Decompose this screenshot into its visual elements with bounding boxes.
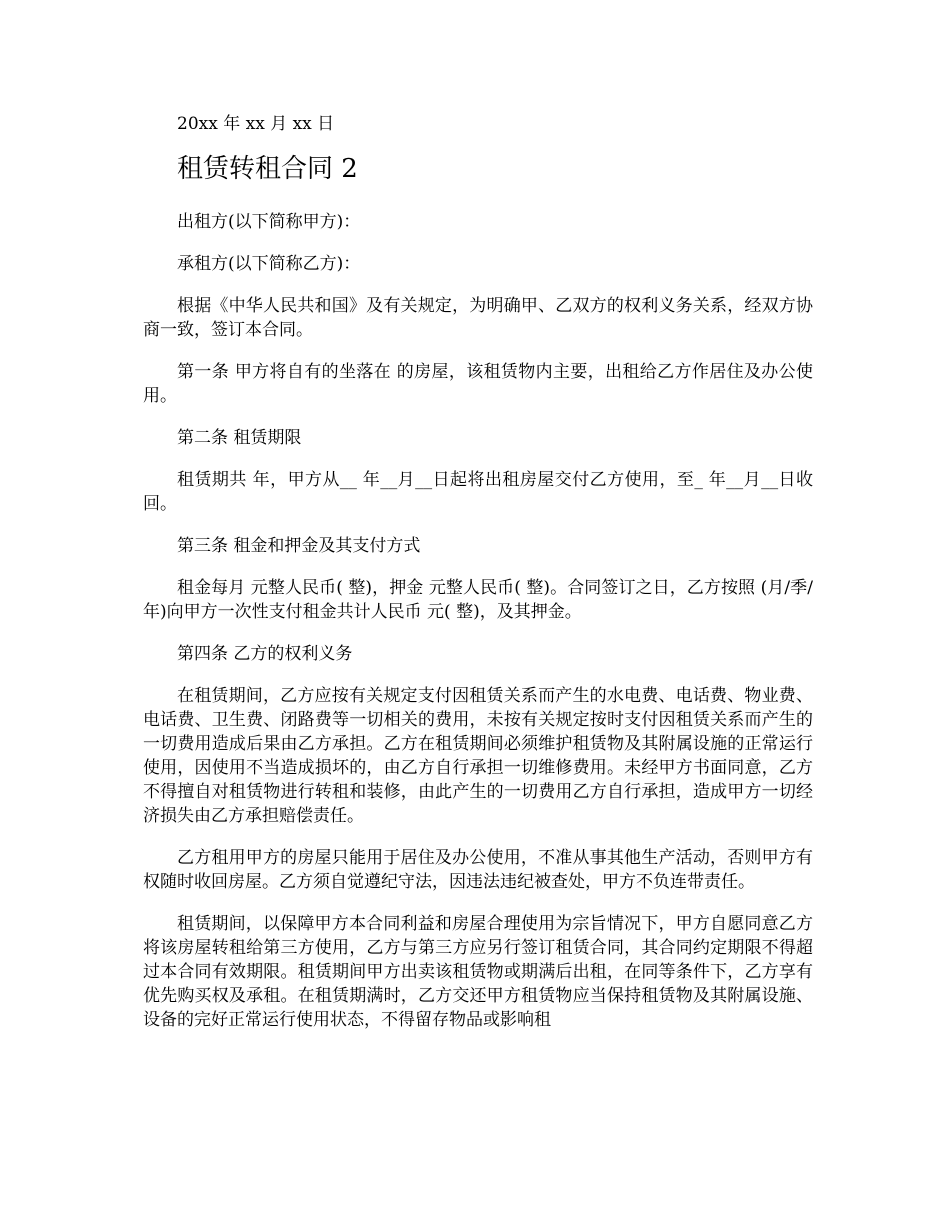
paragraph-preamble: 根据《中华人民共和国》及有关规定，为明确甲、乙双方的权利义务关系，经双方协商一致，签订本合同。 <box>143 296 813 340</box>
paragraph-lessee-obligations: 在租赁期间，乙方应按有关规定支付因租赁关系而产生的水电费、电话费、物业费、电话费、卫生费、闭路费等一切相关的费用，未按有关规定按时支付因租赁关系而产生的一切费用造成后果由乙方承担。乙方在租赁期间必须维护租赁物及其附属设施的正常运行使用，因使用不当造成损坏的，由乙方自行承担一切维修费用。未经甲方书面同意，乙方不得擅自对租赁物进行转租和装修，由此产生的一切费用乙方自行承担，造成甲方一切经济损失由乙方承担赔偿责任。 <box>143 686 813 826</box>
paragraph-article-2-heading: 第二条 租赁期限 <box>177 428 302 448</box>
paragraph-rent-deposit: 租金每月 元整人民币( 整)，押金 元整人民币( 整)。合同签订之日，乙方按照 (月/季/ 年)向甲方一次性支付租金共计人民币 元( 整)，及其押金。 <box>143 578 813 622</box>
paragraph-article-4-heading: 第四条 乙方的权利义务 <box>177 644 353 664</box>
paragraph-lessor: 出租方(以下简称甲方)： <box>177 212 361 232</box>
paragraph-lease-term: 租赁期共 年，甲方从__ 年__月__日起将出租房屋交付乙方使用，至_ 年__月__日收回。 <box>143 470 813 514</box>
paragraph-article-3-heading: 第三条 租金和押金及其支付方式 <box>177 536 421 556</box>
paragraph-sublease: 租赁期间，以保障甲方本合同利益和房屋合理使用为宗旨情况下，甲方自愿同意乙方将该房屋转租给第三方使用，乙方与第三方应另行签订租赁合同，其合同约定期限不得超过本合同有效期限。租赁期间甲方出卖该租赁物或期满后出租，在同等条件下，乙方享有优先购买权及承租。在租赁期满时，乙方交还甲方租赁物应当保持租赁物及其附属设施、设备的完好正常运行使用状态，不得留存物品或影响租 <box>143 914 813 1030</box>
document-date: 20xx 年 xx 月 xx 日 <box>177 114 335 134</box>
paragraph-article-1: 第一条 甲方将自有的坐落在 的房屋，该租赁物内主要，出租给乙方作居住及办公使用。 <box>143 362 813 406</box>
paragraph-usage-restrictions: 乙方租用甲方的房屋只能用于居住及办公使用，不准从事其他生产活动，否则甲方有权随时收回房屋。乙方须自觉遵纪守法，因违法违纪被查处，甲方不负连带责任。 <box>143 848 813 892</box>
document-title: 租赁转租合同 2 <box>177 154 358 184</box>
paragraph-lessee: 承租方(以下简称乙方)： <box>177 254 361 274</box>
